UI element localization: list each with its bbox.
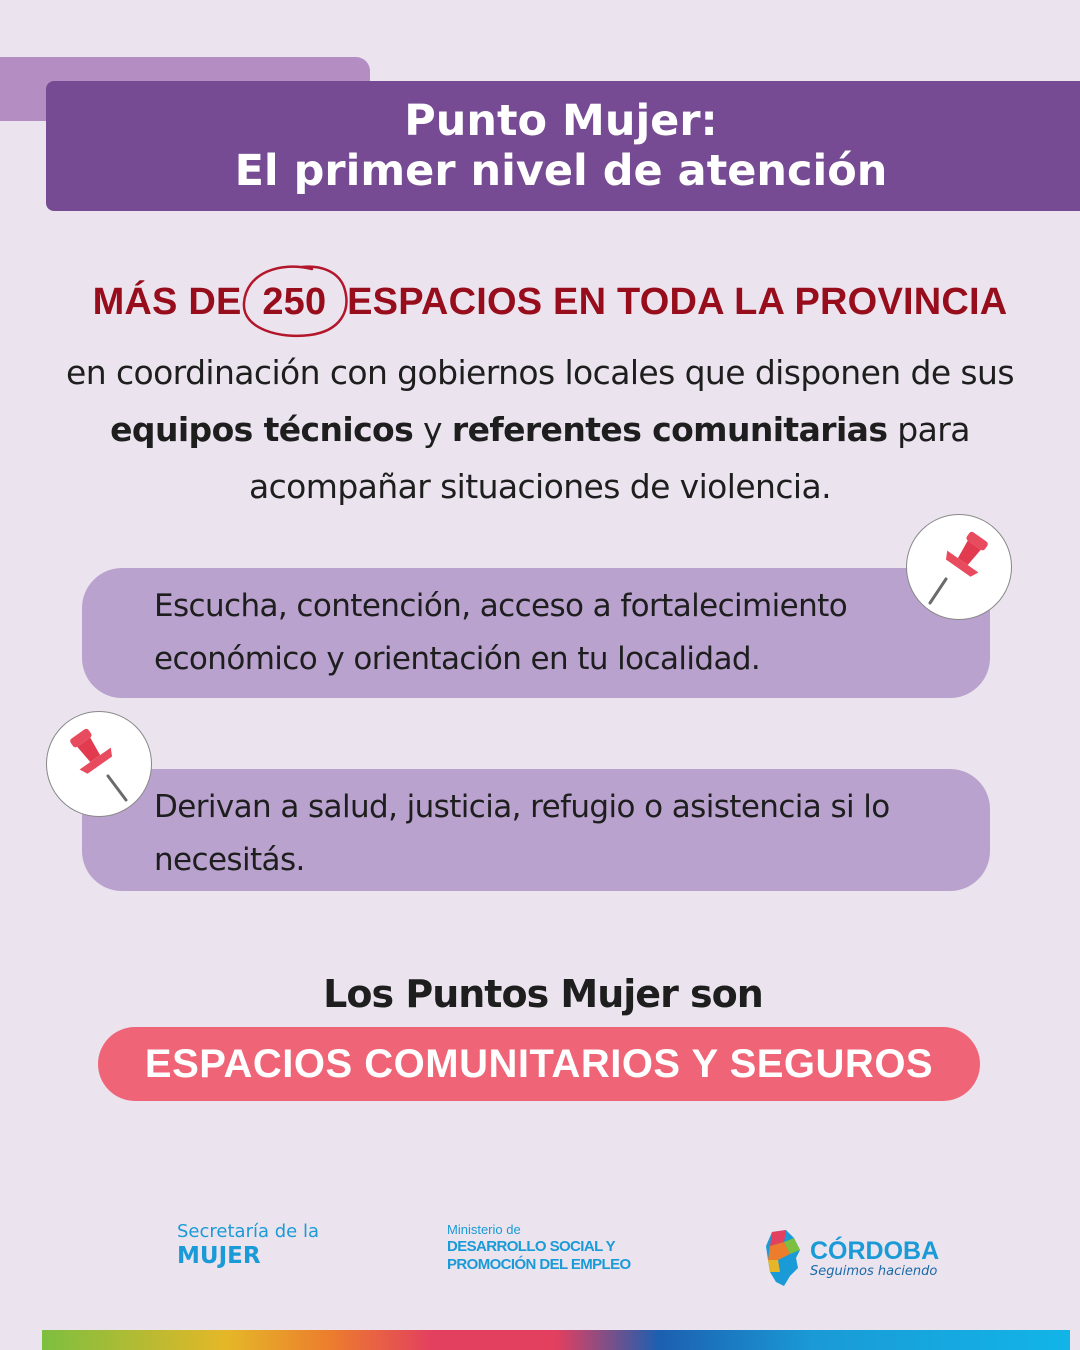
logo-ministerio-line3: PROMOCIÓN DEL EMPLEO [447,1256,631,1273]
logo-ministerio-line2: DESARROLLO SOCIAL Y [447,1238,616,1255]
intro-text-2: y [413,410,452,449]
logo-secretaria-line2: MUJER [177,1243,261,1269]
logo-ministerio [447,1222,631,1274]
pushpin-badge-2 [46,711,152,817]
pushpin-badge-1 [906,514,1012,620]
page-title-line2: El primer nivel de atención [234,146,888,196]
pushpin-icon [924,527,994,607]
info-card-1 [82,568,990,698]
headline [0,281,1080,324]
intro-bold-1: equipos técnicos [110,410,414,449]
headline-number-wrap [252,281,336,324]
logo-cordoba-name: CÓRDOBA [810,1237,940,1265]
logo-secretaria-line1: Secretaría de la [177,1221,319,1242]
info-card-text: Derivan a salud, justicia, refugio o asistencia si lo necesitás. [154,789,890,878]
closing-subhead: Los Puntos Mujer son [323,972,763,1016]
cordoba-map-icon [764,1228,804,1288]
title-banner [46,81,1080,211]
hand-drawn-circle-icon [240,263,356,343]
closing-pill: ESPACIOS COMUNITARIOS Y SEGUROS [98,1027,980,1101]
color-stripe [42,1330,1070,1350]
info-card-2 [82,769,990,891]
intro-paragraph [40,344,1040,515]
page-title-line1: Punto Mujer: [404,96,718,146]
intro-bold-2: referentes comunitarias [451,410,888,449]
intro-text-3: para acompañar situaciones de violencia. [249,410,970,506]
headline-number: 250 [262,281,327,323]
logo-cordoba [764,1228,939,1288]
logo-cordoba-tagline: Seguimos haciendo [810,1264,938,1279]
logo-secretaria-mujer [177,1221,319,1269]
info-card-text: Escucha, contención, acceso a fortalecimiento económico y orientación en tu localidad. [154,588,848,677]
intro-text-1: en coordinación con gobiernos locales que disponen de sus [66,353,1014,392]
pushpin-icon [64,724,134,804]
logo-ministerio-line1: Ministerio de [447,1222,521,1237]
headline-prefix: MÁS DE [92,281,242,323]
headline-suffix: ESPACIOS EN TODA LA PROVINCIA [347,281,1008,323]
